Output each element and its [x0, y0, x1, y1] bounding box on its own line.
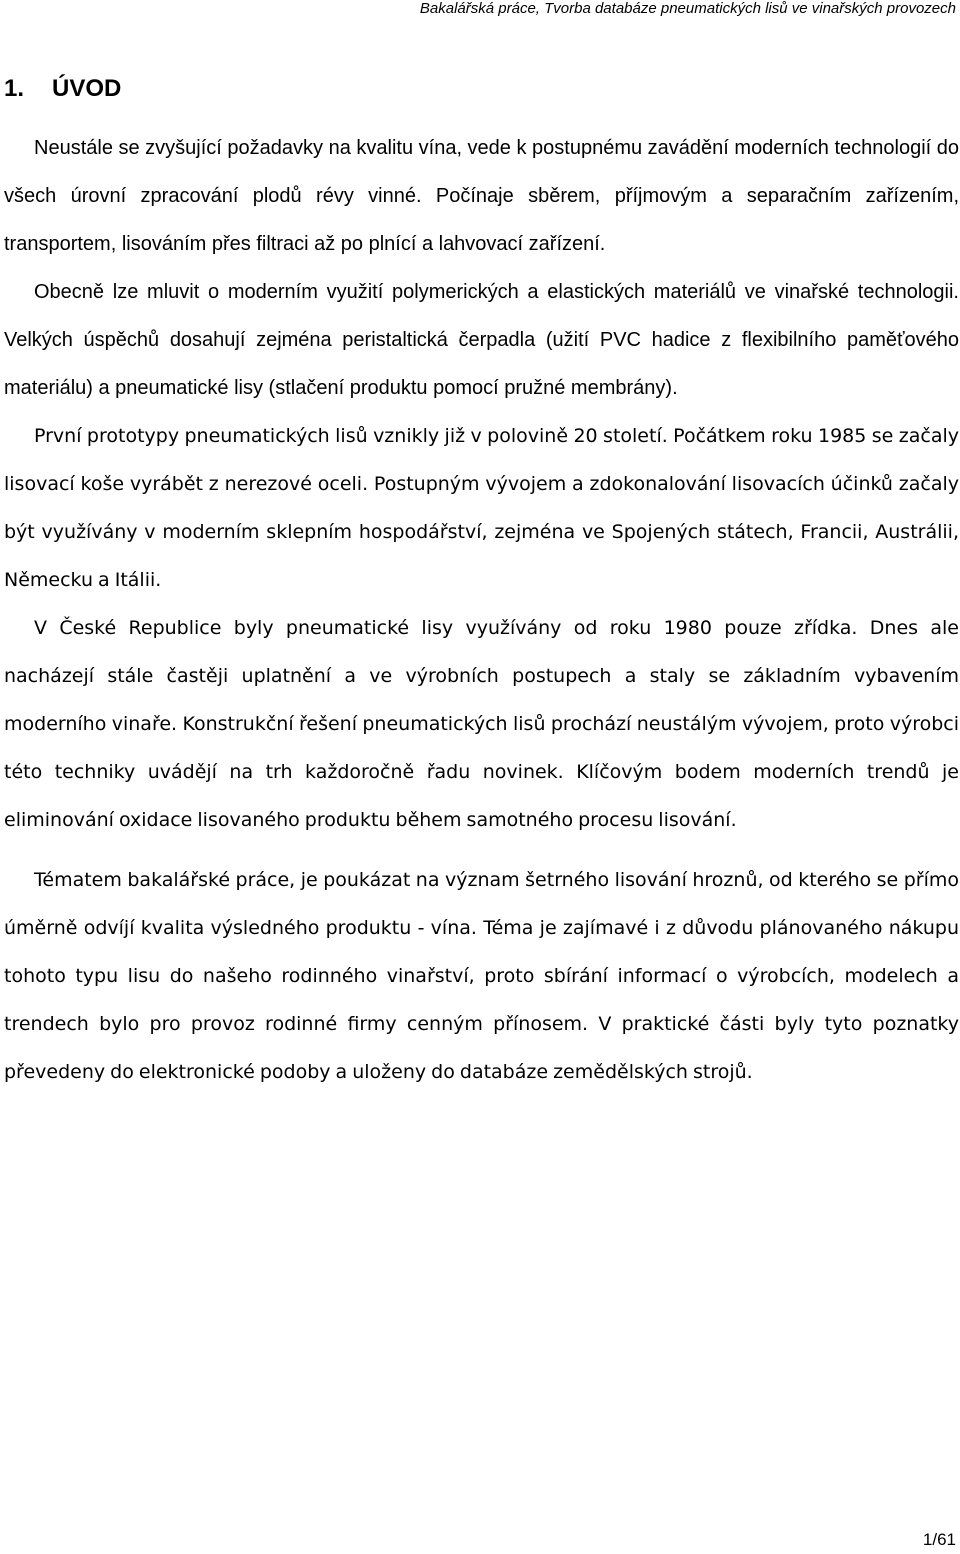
- paragraph-thesis-topic: Tématem bakalářské práce, je poukázat na význam šetrného lisování hroznů, od kterého se přímo úměrně odvíjí kvalita výsledného produktu - vína. Téma je zajímavé i z důvodu plánovaného nákupu tohoto typu lisu do našeho rodinného vinařství, proto sbírání informací o výrobcích, modelech a trendech bylo pro provoz rodinné firmy cenným přínosem. V praktické části byly tyto poznatky převedeny do elektronické podoby a uloženy do databáze zemědělských strojů.: [4, 869, 959, 1083]
- page-number: 1/61: [922, 1530, 956, 1549]
- body-text: [4, 124, 959, 1096]
- running-header: Bakalářská práce, Tvorba databáze pneumatických lisů ve vinařských provozech: [419, 0, 956, 17]
- paragraph-materials: Obecně lze mluvit o moderním využití polymerických a elastických materiálů ve vinařské technologii. Velkých úspěchů dosahují zejména peristaltická čerpadla (užití PVC hadice z flexibilního paměťového materiálu) a pneumatické lisy (stlačení produktu pomocí pružné membrány).: [4, 281, 959, 399]
- paragraph-intro: Neustále se zvyšující požadavky na kvalitu vína, vede k postupnému zavádění moderních technologií do všech úrovní zpracování plodů révy vinné. Počínaje sběrem, příjmovým a separačním zařízením, transportem, lisováním přes filtraci až po plnící a lahvovací zařízení.: [4, 137, 959, 255]
- chapter-heading: [4, 74, 121, 104]
- chapter-title: ÚVOD: [52, 75, 122, 102]
- paragraph-czech-republic: V České Republice byly pneumatické lisy využívány od roku 1980 pouze zřídka. Dnes ale nacházejí stále častěji uplatnění a ve výrobních postupech a staly se základním vybavením moderního vinaře. Konstrukční řešení pneumatických lisů prochází neustálým vývojem, proto výrobci této techniky uvádějí na trh každoročně řadu novinek. Klíčovým bodem moderních trendů je eliminování oxidace lisovaného produktu během samotného procesu lisování.: [4, 617, 959, 831]
- chapter-number: 1.: [4, 75, 25, 102]
- paragraph-history: První prototypy pneumatických lisů vznikly již v polovině 20 století. Počátkem roku 1985 se začaly lisovací koše vyrábět z nerezové oceli. Postupným vývojem a zdokonalování lisovacích účinků začaly být využívány v moderním sklepním hospodářství, zejména ve Spojených státech, Francii, Austrálii, Německu a Itálii.: [4, 425, 959, 591]
